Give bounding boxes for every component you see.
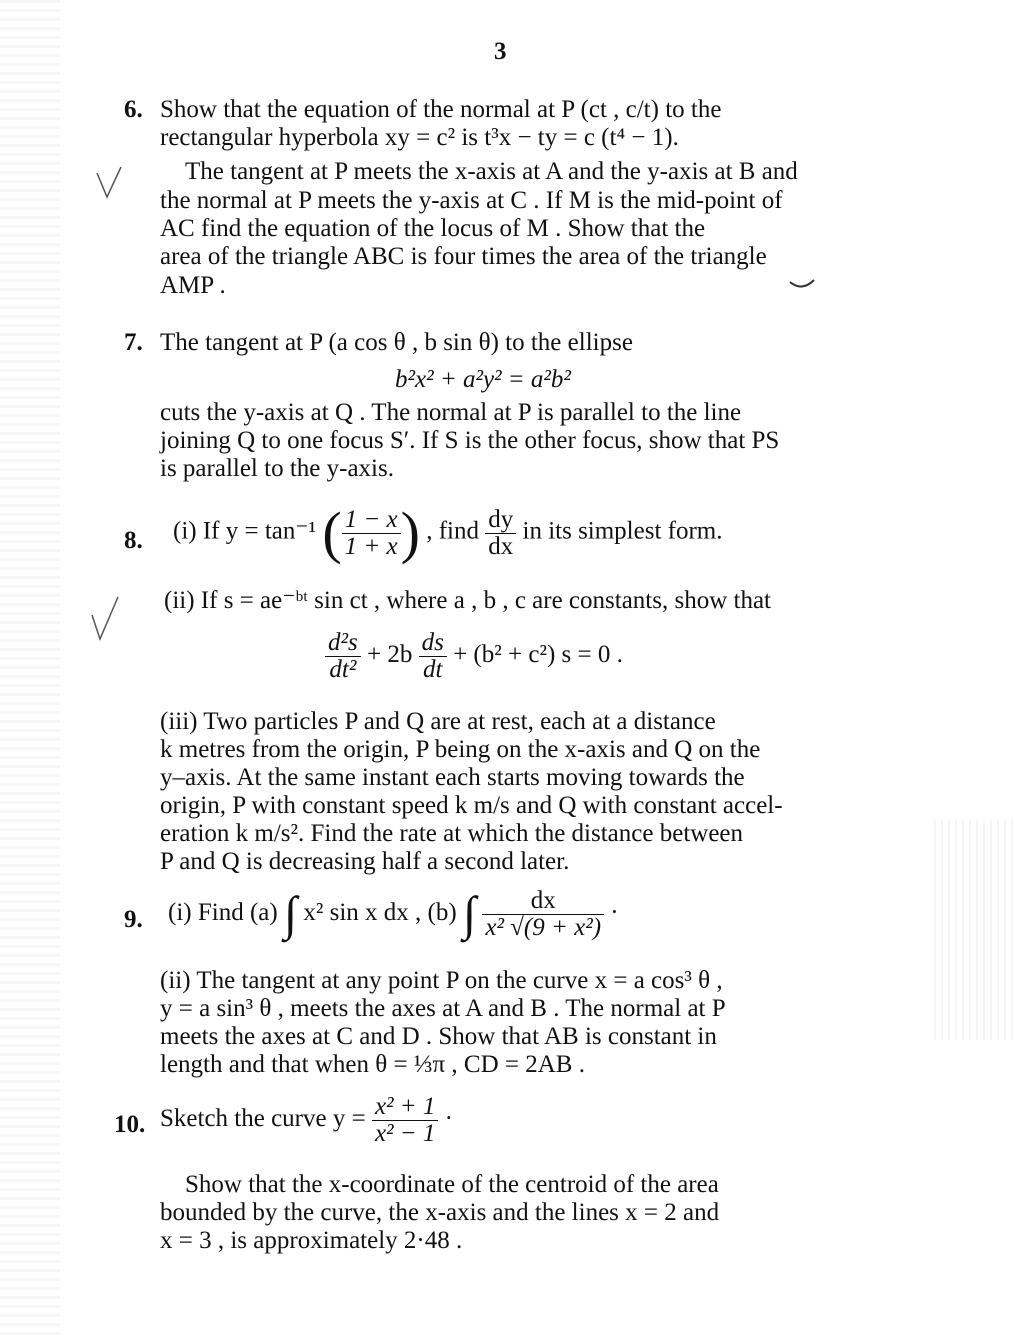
- dy-dx-fraction: [485, 507, 516, 560]
- d2s: d²s: [325, 630, 361, 657]
- question-7-number: 7.: [124, 329, 143, 356]
- q9i-numerator: dx: [482, 888, 604, 915]
- question-8-iii-line-1: (iii) Two particles P and Q are at rest, each at a distance: [160, 708, 716, 735]
- q9i-prefix: (i) Find (a): [168, 899, 278, 927]
- question-10-line-4: x = 3 , is approximately 2·48 .: [160, 1227, 463, 1254]
- question-9-ii-line-3: meets the axes at C and D . Show that AB is constant in: [160, 1023, 717, 1050]
- question-6-number: 6.: [124, 96, 143, 123]
- question-9-ii-line-4: length and that when θ = ⅓π , CD = 2AB .: [160, 1051, 585, 1078]
- dt2: dt²: [329, 656, 357, 683]
- q10-prefix: Sketch the curve y =: [160, 1105, 366, 1133]
- question-7-line-1: The tangent at P (a cos θ , b sin θ) to the ellipse: [160, 329, 633, 356]
- tick-mark-icon: [95, 165, 125, 205]
- question-8-iii-line-2: k metres from the origin, P being on the x-axis and Q on the: [160, 736, 761, 763]
- dy: dy: [485, 507, 516, 534]
- q8i-fraction: [342, 507, 401, 560]
- ds-dt-fraction: [419, 630, 447, 683]
- question-8-ii-equation: [325, 630, 623, 683]
- question-6-line-4: the normal at P meets the y-axis at C . If M is the mid-point of: [160, 187, 783, 214]
- dt: dt: [422, 656, 443, 683]
- q9i-dot: ·: [610, 899, 619, 927]
- question-8-iii-line-6: P and Q is decreasing half a second later.: [160, 848, 570, 875]
- scan-noise-left: [0, 0, 60, 1339]
- question-9-part-i: [168, 888, 619, 941]
- question-8-part-i: [173, 500, 723, 565]
- ds: ds: [419, 630, 447, 657]
- scan-noise-right: [934, 820, 1014, 1040]
- question-8-iii-line-3: y–axis. At the same instant each starts moving towards the: [160, 764, 745, 791]
- q8i-denominator: 1 + x: [344, 532, 398, 560]
- integral-sign-a: ∫: [283, 887, 298, 941]
- question-7-line-5: is parallel to the y-axis.: [160, 455, 394, 482]
- question-9-ii-line-2: y = a sin³ θ , meets the axes at A and B . The normal at P: [160, 995, 726, 1022]
- question-7-line-3: cuts the y-axis at Q . The normal at P is parallel to the line: [160, 399, 742, 426]
- integral-sign-b: ∫: [462, 887, 477, 941]
- question-8-part-ii: (ii) If s = ae⁻ᵇᵗ sin ct , where a , b , c are constants, show that: [164, 587, 771, 614]
- d2s-dt2-fraction: [325, 630, 361, 683]
- eq-end: + (b² + c²) s = 0 .: [453, 641, 623, 669]
- q10-denominator: x² − 1: [374, 1120, 436, 1147]
- left-paren: (: [322, 500, 342, 565]
- question-10-line-2: Show that the x-coordinate of the centroid of the area: [185, 1171, 719, 1198]
- question-6-line-6: area of the triangle ABC is four times the area of the triangle: [160, 243, 767, 270]
- tick-mark-icon: [88, 595, 122, 645]
- question-10-line-3: bounded by the curve, the x-axis and the lines x = 2 and: [160, 1199, 720, 1226]
- q8i-prefix: (i) If y = tan⁻¹: [173, 517, 317, 545]
- page-number: 3: [494, 38, 507, 65]
- right-paren: ): [400, 500, 420, 565]
- q9i-fraction-b: [482, 888, 604, 941]
- q8i-numerator: 1 − x: [342, 507, 401, 534]
- q9i-integrand-a: x² sin x dx , (b): [303, 899, 457, 927]
- question-7-equation: b²x² + a²y² = a²b²: [395, 366, 571, 393]
- dx: dx: [488, 532, 514, 560]
- question-6-line-2: rectangular hyperbola xy = c² is t³x − ty = c (t⁴ − 1).: [160, 124, 679, 151]
- q10-dot: ·: [444, 1105, 453, 1133]
- q8i-suffix: in its simplest form.: [522, 517, 723, 545]
- q10-numerator: x² + 1: [372, 1094, 438, 1121]
- question-10-number: 10.: [114, 1111, 146, 1138]
- question-6-line-3: The tangent at P meets the x-axis at A and the y-axis at B and: [185, 158, 798, 185]
- question-8-iii-line-5: eration k m/s². Find the rate at which the distance between: [160, 820, 744, 847]
- question-10-line-1: [160, 1094, 453, 1147]
- question-9-ii-line-1: (ii) The tangent at any point P on the curve x = a cos³ θ ,: [160, 967, 723, 994]
- squiggle-mark-icon: [788, 278, 818, 292]
- question-8-number: 8.: [124, 527, 143, 554]
- question-6-line-7: AMP .: [160, 272, 226, 299]
- question-7-line-4: joining Q to one focus S′. If S is the other focus, show that PS: [160, 427, 780, 454]
- question-8-iii-line-4: origin, P with constant speed k m/s and Q with constant accel-: [160, 792, 783, 819]
- q8i-find: , find: [426, 517, 479, 545]
- q10-fraction: [372, 1094, 438, 1147]
- question-6-line-1: Show that the equation of the normal at P (ct , c/t) to the: [160, 96, 722, 123]
- q9i-denominator: x² √(9 + x²): [485, 914, 602, 941]
- question-9-number: 9.: [124, 906, 143, 933]
- question-6-line-5: AC find the equation of the locus of M . Show that the: [160, 215, 706, 242]
- eq-middle: + 2b: [366, 641, 413, 669]
